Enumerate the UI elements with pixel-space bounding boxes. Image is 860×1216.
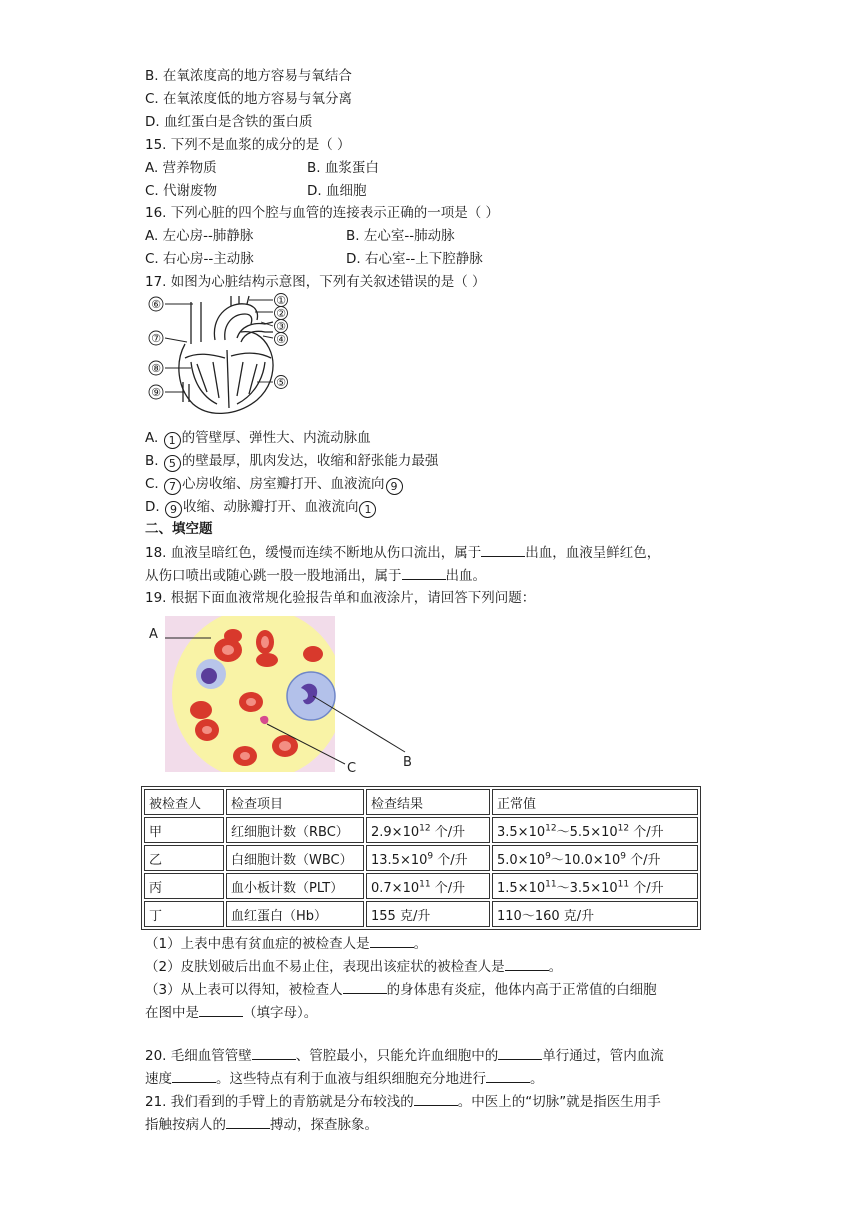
q20-blank-4[interactable] [486,1068,530,1083]
heart-label-9: ⑨ [151,386,161,399]
q17-option-c: C. 7 心房收缩、房室瓣打开、血液流向 9 [145,474,404,495]
q20-blank-1[interactable] [252,1045,296,1060]
smear-label-c: C [347,761,357,774]
q20-blank-2[interactable] [498,1045,542,1060]
q15-option-b: B. 血浆蛋白 [307,160,379,176]
q20-line-1: 20. 毛细血管管壁 、管腔最小，只能允许血细胞中的 单行通过，管内血流 [145,1045,664,1066]
cell-person: 丙 [144,873,224,899]
q16-option-c: C. 右心房--主动脉 [145,251,254,267]
q18-line-2: 从伤口喷出或随心跳一股一股地涌出，属于 出血。 [145,565,486,586]
cell-person: 甲 [144,817,224,843]
q16-option-d: D. 右心室--上下腔静脉 [346,251,483,267]
blood-smear-figure [143,614,423,774]
cell-normal: $5.0\times 10^9\sim 10.0\times 10^9$ 个/升 [492,845,698,871]
q19-blank-2[interactable] [505,956,549,971]
q19-blank-4[interactable] [199,1002,243,1017]
q18-line-1: 18. 血液呈暗红色，缓慢而连续不断地从伤口流出，属于 出血，血液呈鲜红色， [145,542,660,563]
table-row [144,817,698,843]
q15-stem: 15. 下列不是血浆的成分的是（ ） [145,137,351,153]
cell-normal: $3.5\times 10^{12}\sim 5.5\times 10^{12}$ 个/升 [492,817,698,843]
q14-option-b: B. 在氧浓度高的地方容易与氧结合 [145,68,352,84]
q16-option-b: B. 左心室--肺动脉 [346,228,455,244]
q20-line-2: 速度 。这些特点有利于血液与组织细胞充分地进行 。 [145,1068,544,1089]
cell-item: 血小板计数（PLT） [226,873,364,899]
table-row [144,845,698,871]
q19-blank-1[interactable] [370,933,414,948]
q15-option-d: D. 血细胞 [307,183,367,199]
table-header-row [144,789,698,815]
q19-sub-3-cont: 在图中是 （填字母）。 [145,1002,317,1023]
q18-blank-2[interactable] [402,565,446,580]
table-row [144,901,698,927]
header-result: 检查结果 [366,789,490,815]
q21-blank-1[interactable] [414,1091,458,1106]
heart-label-4: ④ [276,333,286,346]
heart-label-5: ⑤ [276,376,286,389]
cell-item: 红细胞计数（RBC） [226,817,364,843]
header-normal: 正常值 [492,789,698,815]
q15-option-a: A. 营养物质 [145,160,217,176]
heart-label-1: ① [276,294,286,307]
smear-label-a: A [149,627,158,642]
q17-option-a: A. 1 的管壁厚、弹性大、内流动脉血 [145,430,371,447]
q14-option-c: C. 在氧浓度低的地方容易与氧分离 [145,91,353,107]
q15-option-c: C. 代谢废物 [145,183,218,199]
q17-option-d: D. 9 收缩、动脉瓣打开、血液流向 1 [145,497,377,518]
q17-option-b: B. 5 的壁最厚，肌肉发达，收缩和舒张能力最强 [145,453,439,470]
header-item: 检查项目 [226,789,364,815]
cell-result: 155 克/升 [366,901,490,927]
cell-normal: $1.5\times 10^{11}\sim 3.5\times 10^{11}$ 个/升 [492,873,698,899]
q18-blank-1[interactable] [481,542,525,557]
q21-line-2: 指触按病人的 搏动，探查脉象。 [145,1114,378,1135]
heart-label-3: ③ [276,320,286,333]
cell-person: 乙 [144,845,224,871]
q21-blank-2[interactable] [226,1114,270,1129]
cell-item: 血红蛋白（Hb） [226,901,364,927]
q19-stem: 19. 根据下面血液常规化验报告单和血液涂片，请回答下列问题： [145,590,536,606]
cell-result: $2.9\times 10^{12}$ 个/升 [366,817,490,843]
header-person: 被检查人 [144,789,224,815]
heart-label-8: ⑧ [151,362,161,375]
q16-stem: 16. 下列心脏的四个腔与血管的连接表示正确的一项是（ ） [145,205,500,221]
heart-label-2: ② [276,307,286,320]
cell-person: 丁 [144,901,224,927]
cell-normal: 110～160 克/升 [492,901,698,927]
heart-label-7: ⑦ [151,332,161,345]
q19-sub-1: （1）上表中患有贫血症的被检查人是 。 [145,933,427,954]
blood-test-table [141,786,701,930]
heart-label-6: ⑥ [151,298,161,311]
table-row [144,873,698,899]
q21-line-1: 21. 我们看到的手臂上的青筋就是分布较浅的 。中医上的“切脉”就是指医生用手 [145,1091,661,1112]
q19-sub-2: （2）皮肤划破后出血不易止住，表现出该症状的被检查人是 。 [145,956,562,977]
q16-option-a: A. 左心房--肺静脉 [145,228,254,244]
heart-diagram [145,292,295,424]
cell-result: $0.7\times 10^{11}$ 个/升 [366,873,490,899]
q20-blank-3[interactable] [172,1068,216,1083]
section-heading-fill-blank: 二、填空题 [145,521,213,537]
cell-item: 白细胞计数（WBC） [226,845,364,871]
q14-option-d: D. 血红蛋白是含铁的蛋白质 [145,114,313,130]
smear-label-b: B [403,755,412,770]
q19-sub-3: （3）从上表可以得知，被检查人 的身体患有炎症，他体内高于正常值的白细胞 [145,979,657,1000]
q19-blank-3[interactable] [343,979,387,994]
cell-result: $13.5\times 10^9$ 个/升 [366,845,490,871]
q17-stem: 17. 如图为心脏结构示意图，下列有关叙述错误的是（ ） [145,274,486,290]
